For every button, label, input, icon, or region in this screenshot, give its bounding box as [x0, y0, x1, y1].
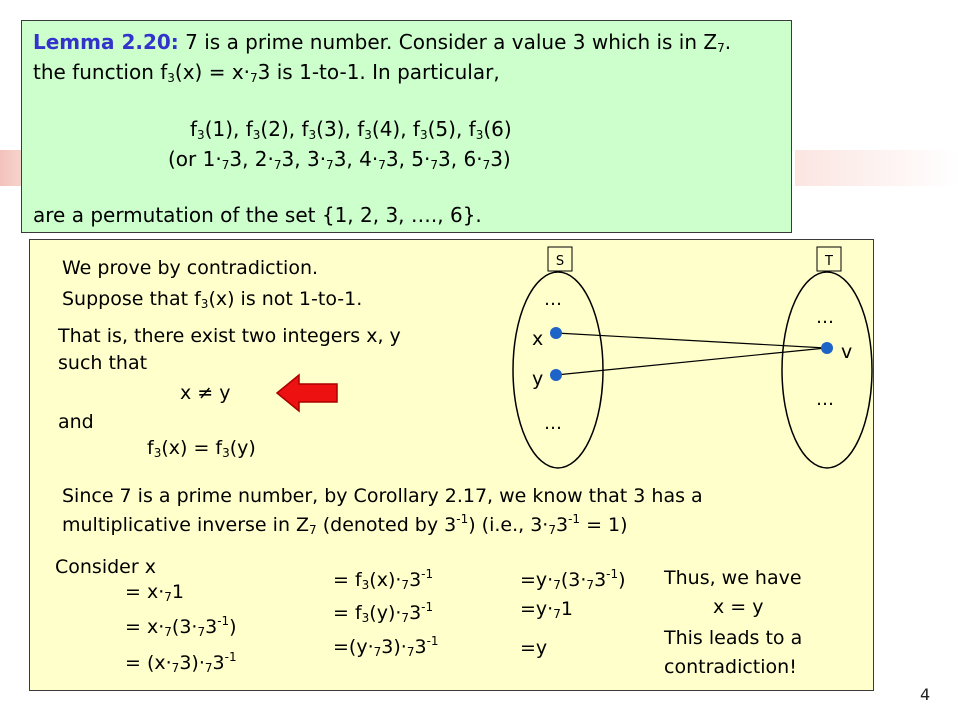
s-dots-top: …	[544, 289, 562, 310]
left-arrow-icon	[275, 372, 339, 414]
conclusion-leads-2: contradiction!	[664, 656, 797, 678]
proof-intro-1: We prove by contradiction.	[62, 257, 319, 279]
lemma-f-list: $f_3(1)$, $f_3(2)$, $f_3(3)$, $f_3(4)$, $f_3(5)$, $f_3(6)$	[190, 117, 512, 142]
col3-step-3: =y	[520, 637, 548, 659]
conclusion-x-eq-y: x = y	[713, 596, 764, 618]
page-number: 4	[920, 685, 931, 704]
point-y	[550, 369, 562, 381]
conclusion-leads-1: This leads to a	[664, 627, 803, 649]
set-t-label: T	[825, 254, 833, 269]
col3-step-1: $=y\cdot_7(3\cdot_73^{-1})$	[520, 567, 626, 592]
proof-that-is-2: such that	[58, 352, 148, 374]
lemma-label: Lemma 2.20:	[33, 30, 179, 54]
point-x	[550, 327, 562, 339]
consider-x: Consider x	[55, 556, 156, 578]
conclusion-thus: Thus, we have	[664, 567, 802, 589]
label-x: x	[532, 328, 544, 350]
col1-step-3: = $(x\cdot_73)\cdot_73^{-1}$	[125, 650, 237, 675]
lemma-line-2: the function $f_3(x) = x\cdot_73$ is 1-to-1. In particular,	[33, 60, 500, 85]
col3-step-2: $=y\cdot_71$	[520, 598, 573, 621]
point-v	[821, 342, 833, 354]
lemma-or-list: (or $1\cdot_73$, $2\cdot_73$, $3\cdot_73$, $4\cdot_73$, $5\cdot_73$, $6\cdot_73$)	[168, 147, 511, 172]
col2-step-3: $=(y\cdot_73)\cdot_73^{-1}$	[333, 634, 439, 659]
since-line-1: Since 7 is a prime number, by Corollary 2.17, we know that 3 has a	[62, 485, 703, 507]
label-v: v	[841, 341, 853, 363]
col1-step-2: = $x\cdot_7(3\cdot_73^{-1})$	[125, 614, 237, 639]
mapping-diagram	[500, 245, 880, 470]
f-equality: $f_3(x) = f_3(y)$	[147, 437, 256, 460]
lemma-line-last: are a permutation of the set {1, 2, 3, …., 6}.	[33, 203, 482, 227]
t-dots-bottom: …	[816, 389, 834, 410]
lemma-line-1: Lemma 2.20: 7 is a prime number. Consider a value 3 which is in $Z_7$.	[33, 30, 732, 55]
decorative-band-right	[795, 150, 960, 186]
proof-and: and	[58, 411, 94, 433]
set-t-ellipse	[782, 272, 872, 468]
label-y: y	[532, 368, 544, 390]
t-dots-top: …	[816, 307, 834, 328]
proof-that-is-1: That is, there exist two integers x, y	[58, 325, 401, 347]
s-dots-bottom: …	[544, 413, 562, 434]
col2-step-2: = $f_3(y)\cdot_73^{-1}$	[333, 600, 434, 625]
proof-intro-2: Suppose that $f_3(x)$ is not 1-to-1.	[62, 288, 363, 311]
set-s-label: S	[555, 254, 565, 269]
since-line-2: multiplicative inverse in $Z_7$ (denoted by $3^{-1}$) (i.e., $3\cdot_73^{-1} = 1$)	[62, 512, 628, 537]
col1-step-1: = $x\cdot_71$	[125, 581, 184, 604]
map-line-y	[556, 348, 826, 375]
col2-step-1: = $f_3(x)\cdot_73^{-1}$	[333, 567, 434, 592]
neq-statement: x ≠ y	[180, 382, 231, 404]
